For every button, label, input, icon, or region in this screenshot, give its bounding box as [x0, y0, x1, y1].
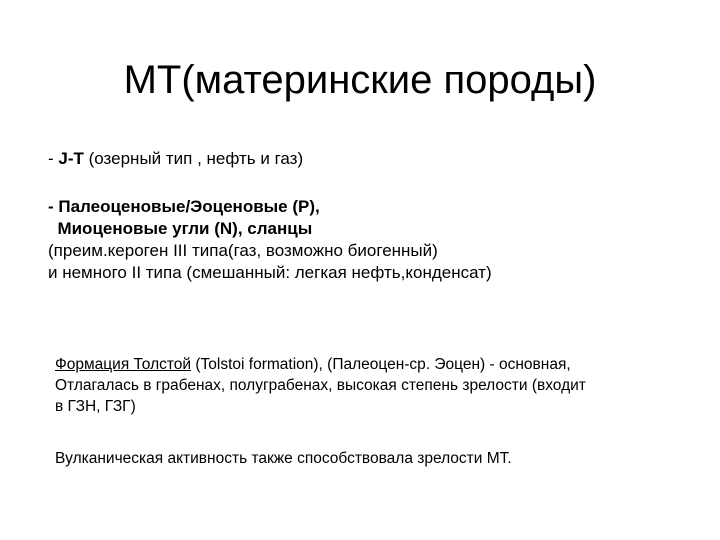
- item-paleocene-line1: - Палеоценовые/Эоценовые (P),: [48, 197, 320, 216]
- tolstoi-line1: [55, 354, 586, 375]
- item-jt: [48, 148, 303, 170]
- tolstoi-formation-link[interactable]: Формация Толстой: [55, 356, 192, 373]
- tolstoi-line2: Отлагалась в грабенах, полуграбенах, высокая степень зрелости (входит: [55, 377, 586, 394]
- volcanic-paragraph: Вулканическая активность также способствовала зрелости МТ.: [55, 450, 512, 467]
- item-jt-dash: -: [48, 149, 59, 168]
- tolstoi-line3: в ГЗН, ГЗГ): [55, 398, 136, 415]
- item-paleocene-line3: (преим.кероген III типа(газ, возможно биогенный): [48, 241, 438, 260]
- item-jt-text: (озерный тип , нефть и газ): [83, 149, 304, 168]
- item-jt-bold: J-T: [58, 149, 84, 168]
- slide-title: МТ(материнские породы): [123, 58, 597, 102]
- tolstoi-line1-text: (Tolstoi formation), (Палеоцен-ср. Эоцен) - основная,: [191, 356, 571, 373]
- item-paleocene: [48, 196, 492, 284]
- item-paleocene-line4: и немного II типа (смешанный: легкая нефть,конденсат): [48, 263, 492, 282]
- item-paleocene-line2: Миоценовые угли (N), сланцы: [48, 219, 313, 238]
- tolstoi-paragraph: [55, 354, 586, 417]
